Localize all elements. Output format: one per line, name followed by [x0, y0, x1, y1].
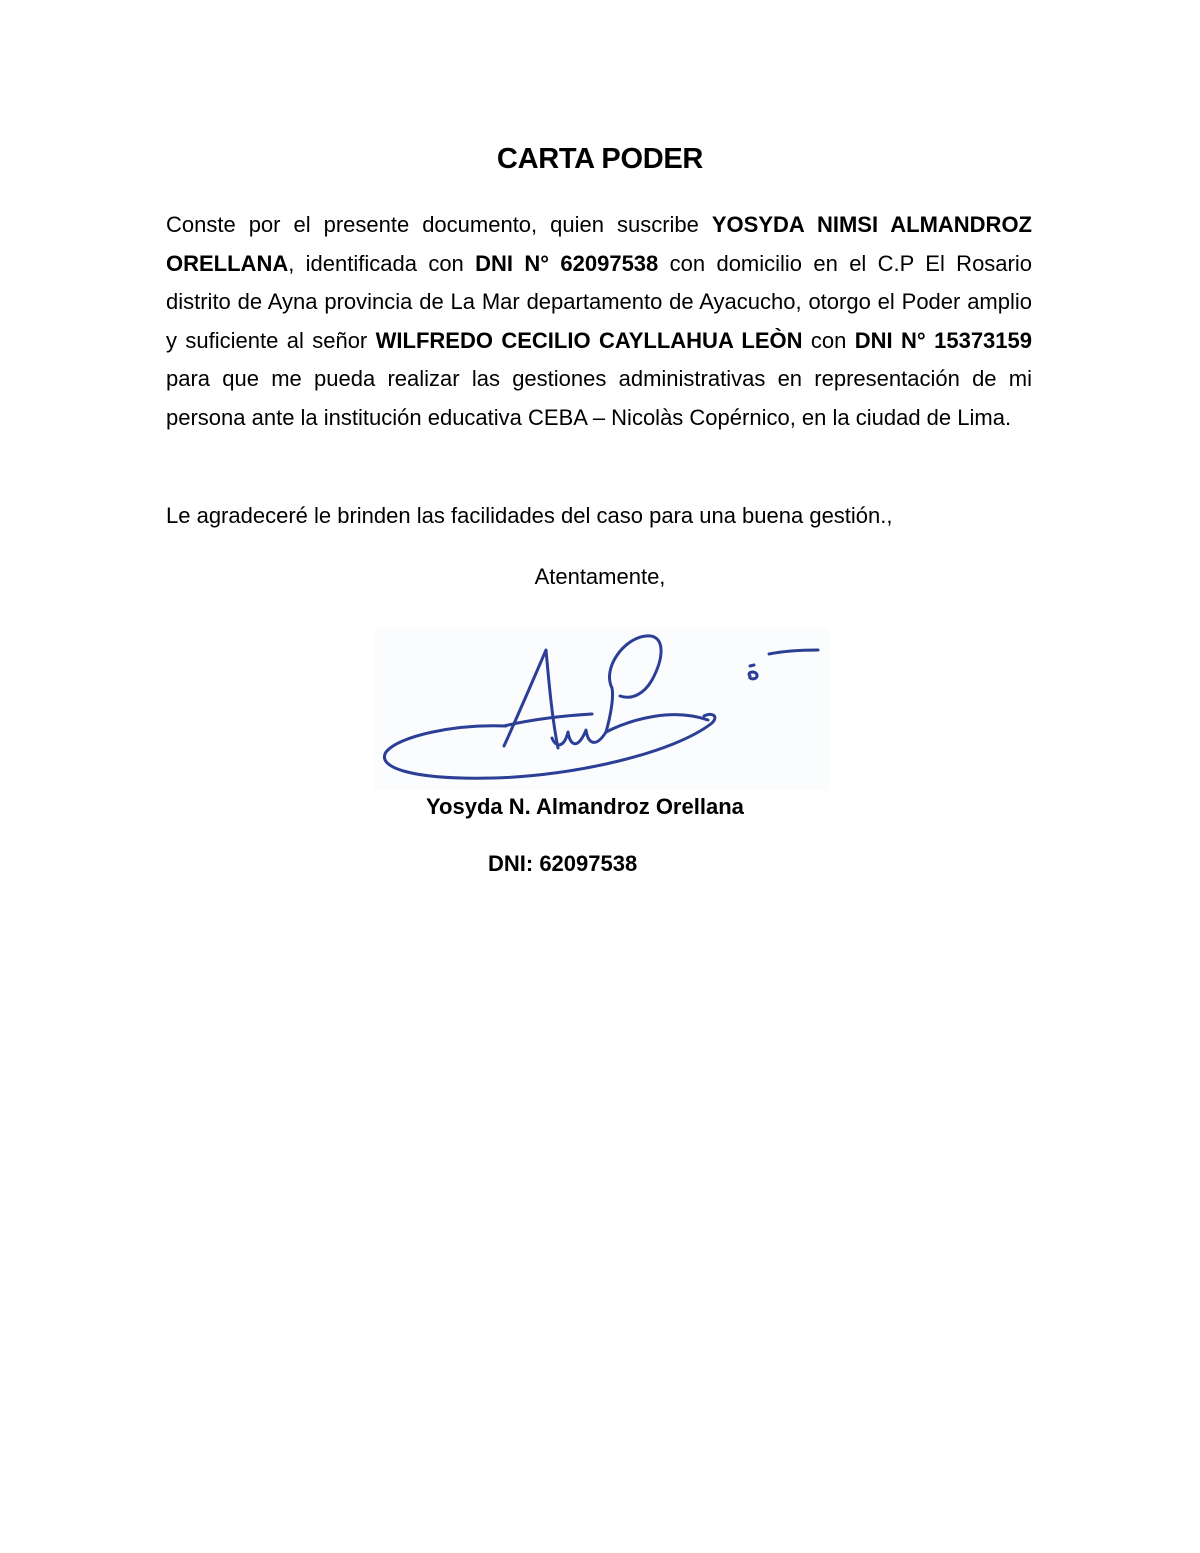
signer-name: Yosyda N. Almandroz Orellana	[426, 794, 744, 819]
grantee-dni: DNI N° 15373159	[854, 327, 1032, 353]
signature-drawing	[374, 628, 829, 790]
grantor-dni: DNI N° 62097538	[475, 250, 659, 276]
paragraph-1-text-4: con	[802, 327, 855, 353]
grantee-name: WILFREDO CECILIO CAYLLAHUA LEÒN	[375, 327, 803, 353]
grantor-name: YOSYDA NIMSI ALMANDROZ ORELLANA	[166, 212, 1032, 276]
signer-dni: DNI: 62097538	[488, 851, 638, 876]
closing-salutation: Atentamente,	[534, 564, 666, 589]
handwritten-signature	[374, 628, 829, 790]
document-title: CARTA PODER	[496, 143, 704, 175]
body-paragraph-1	[166, 206, 1032, 437]
body-paragraph-2: Le agradeceré le brinden las facilidades del caso para una buena gestión.,	[166, 503, 893, 528]
paragraph-1-text-5: para que me pueda realizar las gestiones administrativas en representación de mi persona ante la institución educativa CEBA – Nicolàs Copérnico, en la ciudad de Lima.	[166, 366, 1032, 430]
paragraph-1-text-1: Conste por el presente documento, quien suscribe	[166, 212, 712, 237]
paragraph-1-text-3: con domicilio en el C.P El Rosario distrito de Ayna provincia de La Mar departamento de Ayacucho, otorgo el Poder amplio y suficiente al señor	[166, 250, 1032, 353]
paragraph-1-text-2: , identificada con	[288, 250, 476, 276]
